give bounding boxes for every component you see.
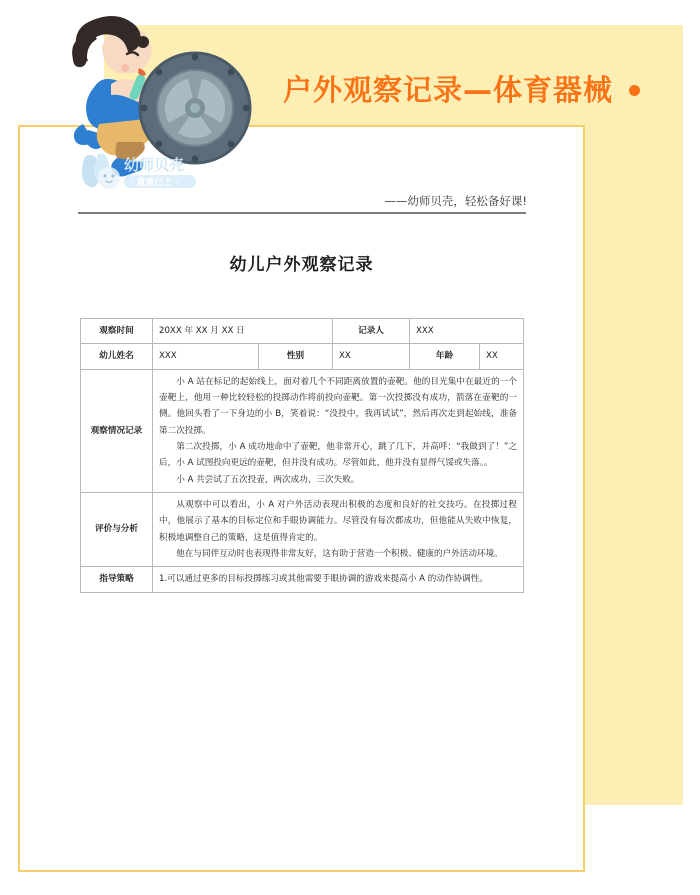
table-row-analysis bbox=[81, 492, 524, 566]
recorder-value[interactable]: XXX bbox=[410, 319, 524, 344]
recorder-label: 记录人 bbox=[333, 319, 410, 344]
strategy-label: 指导策略 bbox=[81, 567, 153, 592]
brand-logo bbox=[82, 148, 204, 194]
table-row-strategy bbox=[81, 567, 524, 592]
svg-text:· 童童已士 ·: · 童童已士 · bbox=[130, 178, 180, 188]
observation-time-value[interactable]: 20XX 年 XX 月 XX 日 bbox=[153, 319, 333, 344]
observation-record-content[interactable] bbox=[153, 369, 524, 492]
gender-value[interactable]: XX bbox=[333, 344, 410, 369]
strategy-content[interactable] bbox=[153, 567, 524, 592]
observation-record-table bbox=[80, 318, 524, 593]
svg-text:幼师贝壳: 幼师贝壳 bbox=[124, 156, 185, 174]
document-body bbox=[18, 125, 585, 872]
header-divider bbox=[78, 212, 526, 214]
banner-title-group bbox=[283, 68, 640, 109]
banner-title: 户外观察记录—体育器械 bbox=[283, 73, 614, 107]
analysis-label: 评价与分析 bbox=[81, 492, 153, 566]
child-name-value[interactable]: XXX bbox=[153, 344, 259, 369]
observation-time-label: 观察时间 bbox=[81, 319, 153, 344]
bullet-dot-icon bbox=[629, 85, 640, 96]
analysis-paragraph-1: 从观察中可以看出，小 A 对户外活动表现出积极的态度和良好的社交技巧。在投掷过程中，他展示了基本的目标定位和手眼协调能力。尽管没有每次都成功，但他能从失败中恢复，积极地调整自己的策略，这是值得肯定的。 bbox=[159, 499, 518, 543]
gender-label: 性别 bbox=[259, 344, 333, 369]
observation-paragraph-2: 第二次投掷，小 A 成功地命中了壶靶，他非常开心，跳了几下，并高呼：“我做到了！”之后，小 A 试图投向更远的壶靶，但并没有成功。尽管如此，他并没有显得气馁或失落。。 bbox=[159, 441, 518, 469]
strategy-paragraph-1: 1.可以通过更多的目标投掷练习或其他需要手眼协调的游戏来提高小 A 的动作协调性。 bbox=[159, 574, 488, 585]
observation-paragraph-3: 小 A 共尝试了五次投壶，两次成功，三次失败。 bbox=[176, 474, 360, 485]
age-label: 年龄 bbox=[410, 344, 480, 369]
analysis-paragraph-2: 他在与同伴互动时也表现得非常友好，这有助于营造一个积极、健康的户外活动环境。 bbox=[176, 548, 503, 559]
table-row-time bbox=[81, 319, 524, 344]
observation-record-label: 观察情况记录 bbox=[81, 369, 153, 492]
page-title: 幼儿户外观察记录 bbox=[229, 255, 374, 275]
analysis-content[interactable] bbox=[153, 492, 524, 566]
table-row-child bbox=[81, 344, 524, 369]
observation-paragraph-1: 小 A 站在标记的起始线上，面对着几个不同距离放置的壶靶。他的目光集中在最近的一个壶靶上，他用一种比较轻松的投掷动作将前投向壶靶。第一次投掷没有成功，箭落在壶靶的一侧。他回头看了一下身边的小 B，笑着说：“没投中，我再试试”，然后再次走到起始线，准备第二次投掷。 bbox=[159, 376, 518, 436]
table-row-observation bbox=[81, 369, 524, 492]
tagline: ——幼师贝壳，轻松备好课! bbox=[384, 194, 527, 208]
age-value[interactable]: XX bbox=[480, 344, 524, 369]
child-name-label: 幼儿姓名 bbox=[81, 344, 153, 369]
